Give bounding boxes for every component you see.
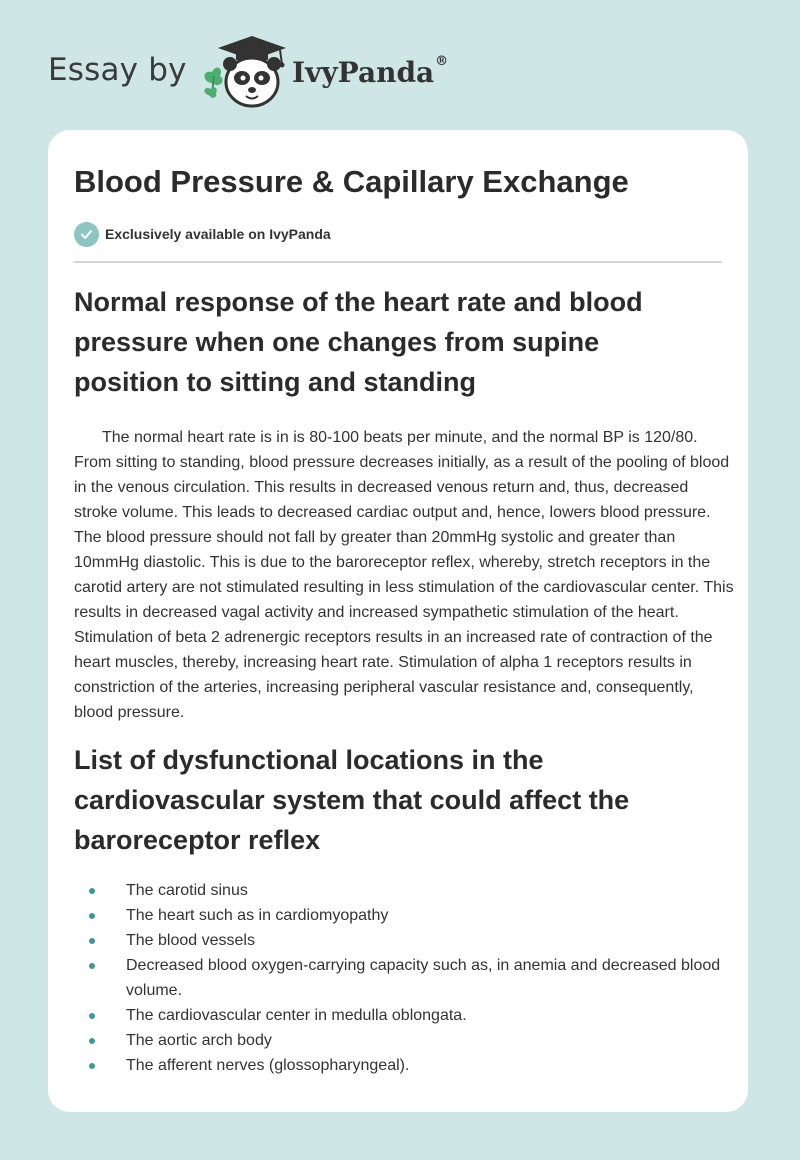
title-divider bbox=[74, 261, 722, 263]
bullet-dot-icon bbox=[89, 1038, 95, 1044]
registered-mark: ® bbox=[435, 54, 449, 69]
panda-graduate-icon bbox=[200, 34, 296, 110]
bullet-dot-icon bbox=[89, 913, 95, 919]
section-heading-dysfunctional-locations: List of dysfunctional locations in the cardiovascular system that could affect the baroreceptor reflex bbox=[74, 745, 630, 855]
list-item bbox=[74, 878, 724, 903]
essay-by-label: Essay by bbox=[48, 52, 187, 88]
brand-name[interactable] bbox=[292, 56, 448, 89]
list-item-text: The afferent nerves (glossopharyngeal). bbox=[126, 1057, 410, 1074]
list-item-text: The blood vessels bbox=[126, 932, 255, 949]
bullet-dot-icon bbox=[89, 1013, 95, 1019]
list-item bbox=[74, 1028, 724, 1053]
dysfunction-list bbox=[74, 878, 724, 1078]
list-item-text: The aortic arch body bbox=[126, 1032, 272, 1049]
essay-card bbox=[48, 130, 748, 1112]
list-item-text: The cardiovascular center in medulla oblongata. bbox=[126, 1007, 467, 1024]
exclusive-badge bbox=[74, 221, 331, 247]
list-item-text: The carotid sinus bbox=[126, 882, 248, 899]
bullet-dot-icon bbox=[89, 888, 95, 894]
check-icon bbox=[74, 222, 99, 247]
list-item bbox=[74, 1003, 724, 1028]
list-item bbox=[74, 953, 724, 1003]
list-item bbox=[74, 928, 724, 953]
section-paragraph: The normal heart rate is in is 80-100 beats per minute, and the normal BP is 120/80. From sitting to standing, blood pressure decreases initially, as a result of the pooling of blood in the venous circulation. This results in decreased venous return and, thus, decreased stroke volume. This leads to decreased cardiac output and, hence, lowers blood pressure. The blood pressure should not fall by greater than 20mmHg systolic and greater than 10mmHg diastolic. This is due to the baroreceptor reflex, whereby, stretch receptors in the carotid artery are not stimulated resulting in less stimulation of the cardiovascular center. This results in decreased vagal activity and increased sympathetic stimulation of the heart. Stimulation of beta 2 adrenergic receptors results in an increased rate of contraction of the heart muscles, thereby, increasing heart rate. Stimulation of alpha 1 receptors results in constriction of the arteries, increasing peripheral vascular resistance and, consequently, blood pressure. bbox=[74, 429, 734, 721]
list-item-text: The heart such as in cardiomyopathy bbox=[126, 907, 389, 924]
brand-text: IvyPanda bbox=[292, 56, 435, 89]
site-header bbox=[48, 34, 548, 114]
bullet-dot-icon bbox=[89, 1063, 95, 1069]
list-item bbox=[74, 903, 724, 928]
page-title: Blood Pressure & Capillary Exchange bbox=[74, 164, 629, 199]
list-item bbox=[74, 1053, 724, 1078]
bullet-dot-icon bbox=[89, 963, 95, 969]
section-heading-heart-rate: Normal response of the heart rate and blood pressure when one changes from supine position to sitting and standing bbox=[74, 287, 643, 397]
badge-text: Exclusively available on IvyPanda bbox=[105, 226, 331, 242]
bullet-dot-icon bbox=[89, 938, 95, 944]
list-item-text: Decreased blood oxygen-carrying capacity such as, in anemia and decreased blood volume. bbox=[126, 957, 721, 999]
